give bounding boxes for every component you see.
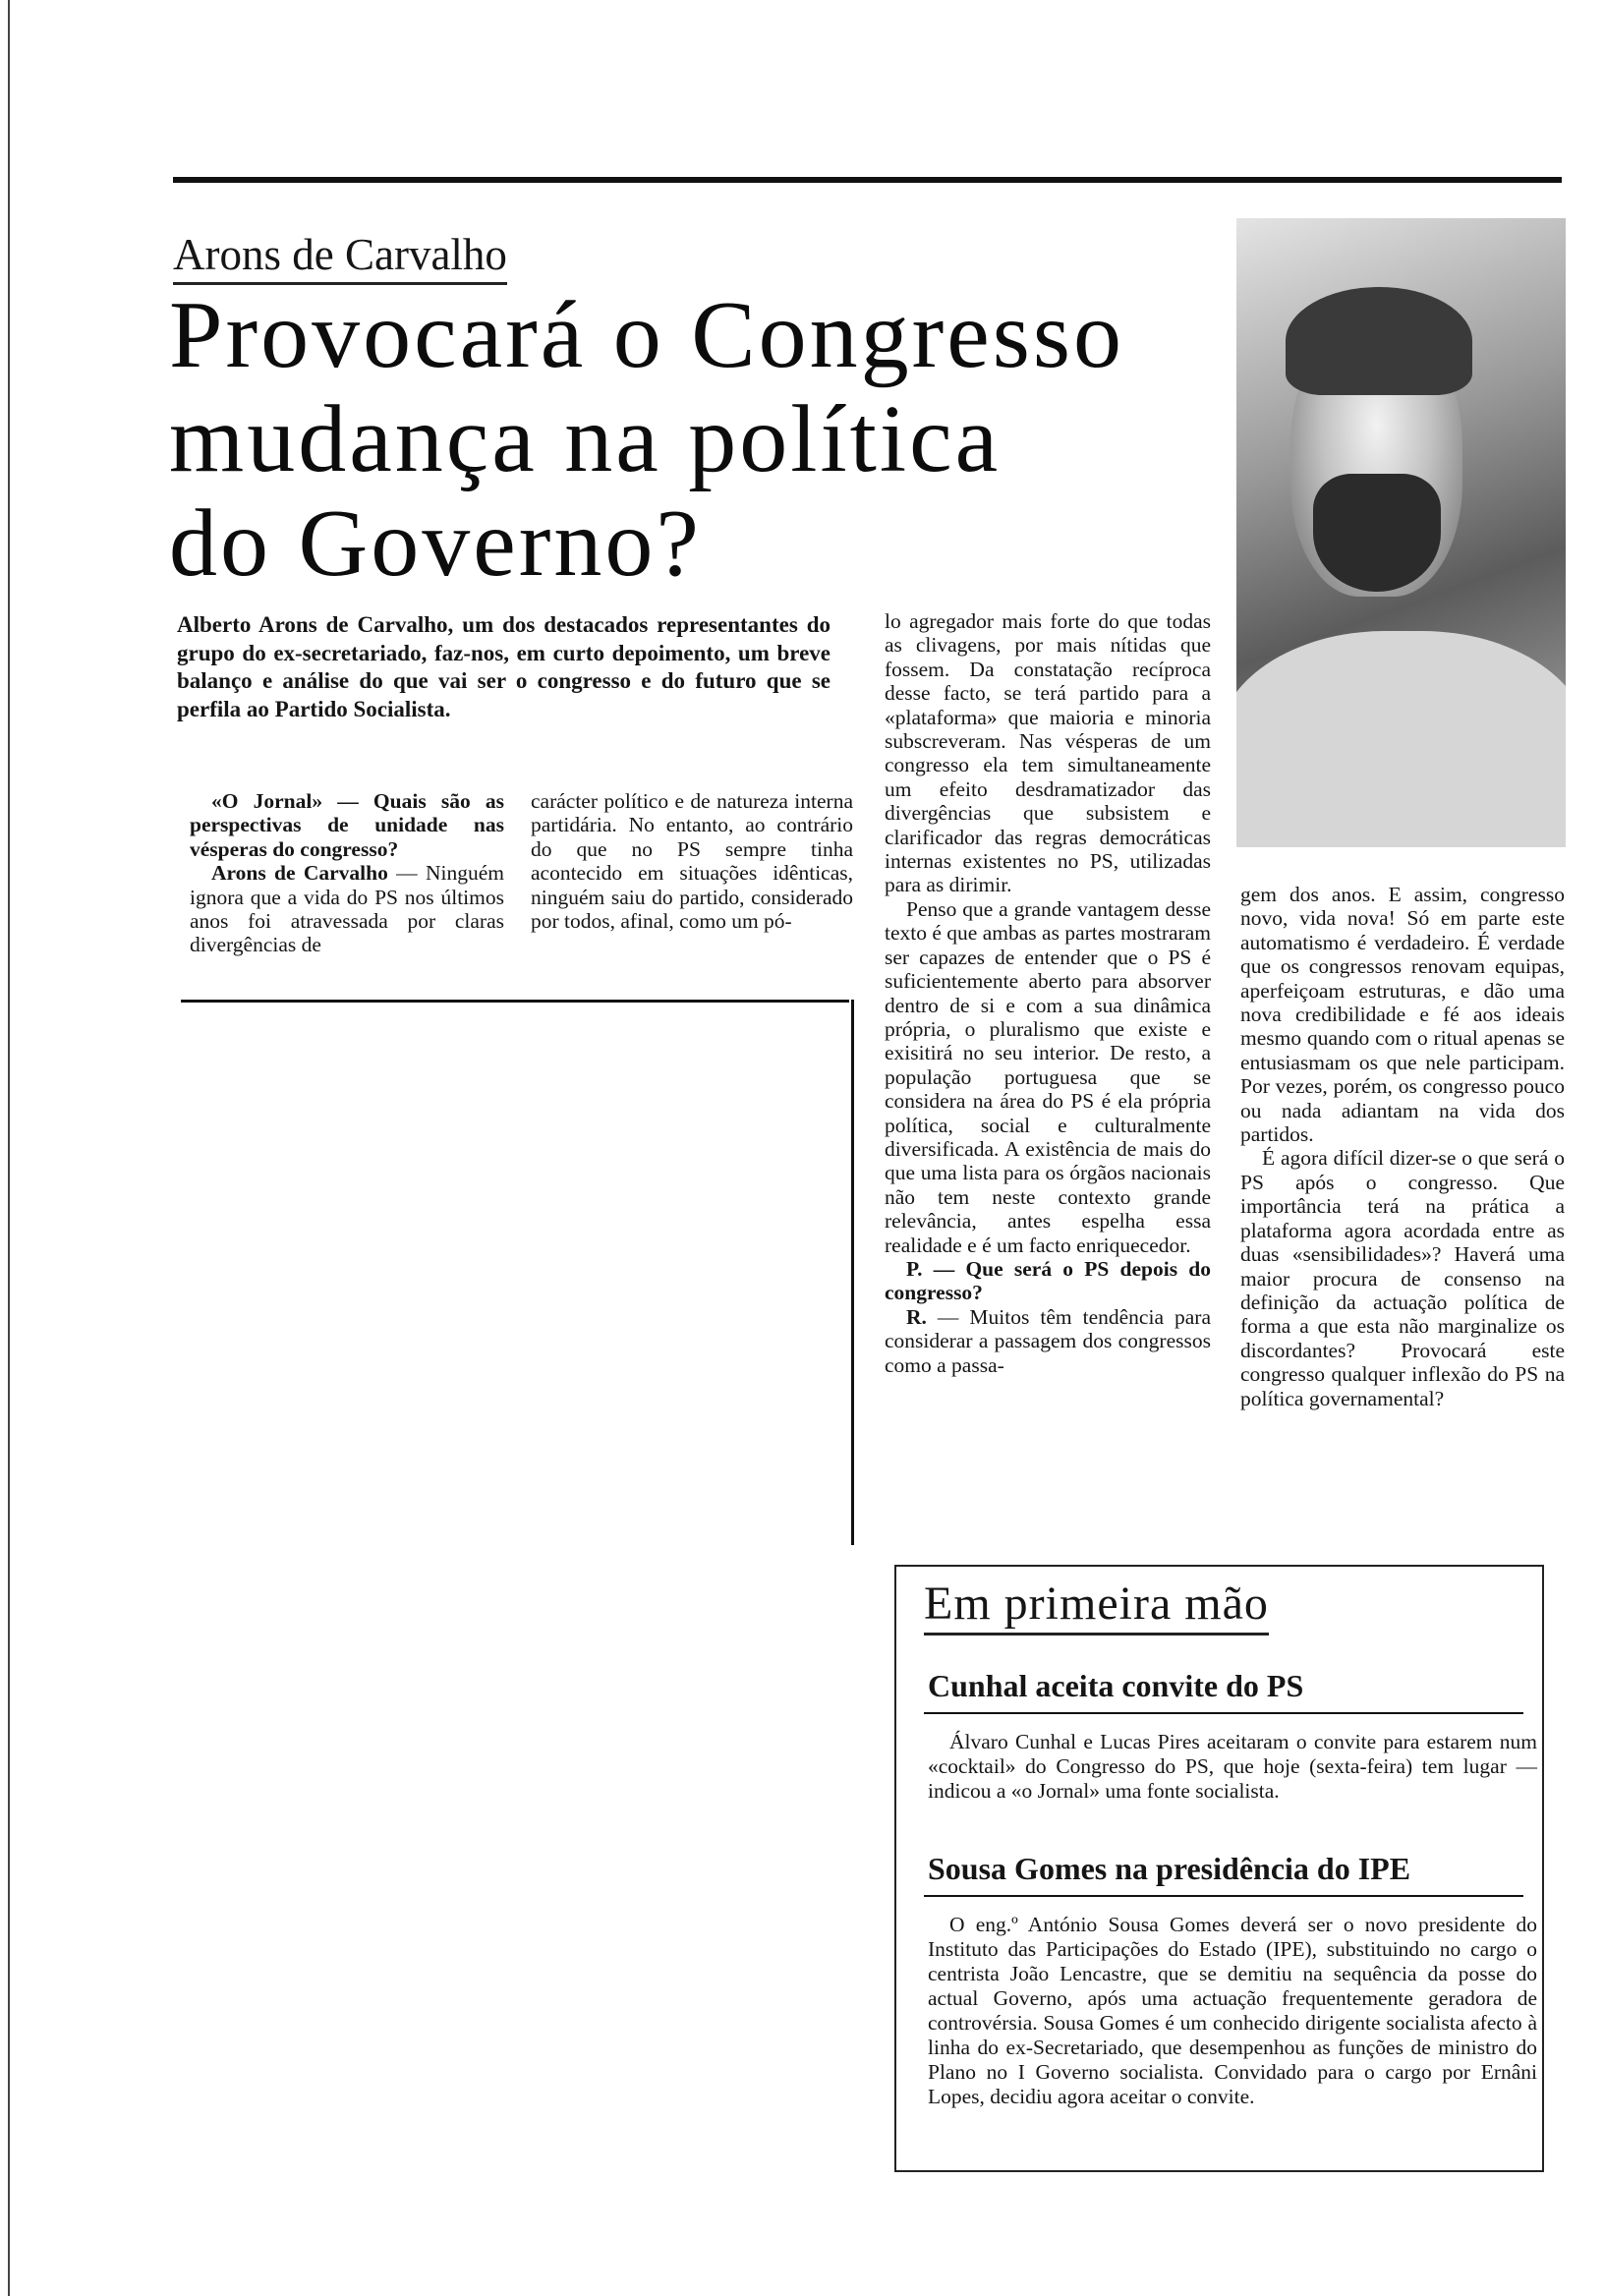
sidebar-item-2-rule: [924, 1895, 1523, 1897]
kicker-author: Arons de Carvalho: [173, 229, 507, 285]
photo-beard: [1313, 474, 1441, 592]
sidebar-item-1-text: [928, 1730, 1537, 1804]
column-2-text: carácter político e de natureza interna partidária. No entanto, ao contrário do que no PS sempre tinha acontecido em situações idênticas, ninguém saiu do partido, considerado por todos, afinal, como um pó-: [531, 789, 853, 934]
section-divider-rule: [181, 1000, 849, 1003]
column-divider-rule: [851, 1000, 854, 1545]
sidebar-item-2-body: O eng.º António Sousa Gomes deverá ser o novo presidente do Instituto das Participações do Estado (IPE), substituindo no cargo o centrista João Lencastre, que se demitiu na sequência da posse do actual Governo, após uma actuação frequentemente geradora de controvérsia. Sousa Gomes é um conhecido dirigente socialista afecto à linha do ex-Secretariado, que desempenhou as funções de ministro do Plano no I Governo socialista. Convidado para o cargo por Ernâni Lopes, decidiu agora aceitar o convite.: [928, 1913, 1537, 2108]
sidebar-item-1-body: Álvaro Cunhal e Lucas Pires aceitaram o convite para estarem num «cocktail» do Congresso do PS, que hoje (sexta-feira) tem lugar — indicou a «o Jornal» uma fonte socialista.: [928, 1730, 1537, 1803]
question-2: P. — Que será o PS depois do congresso?: [885, 1256, 1211, 1305]
headline-line-2: mudança na política: [169, 386, 1002, 492]
left-page-edge: [8, 0, 10, 2296]
photo-hair: [1286, 287, 1472, 395]
article-column-3: [885, 609, 1211, 1377]
sidebar-item-2-heading: Sousa Gomes na presidência do IPE: [928, 1851, 1411, 1886]
article-column-4: [1240, 883, 1565, 1410]
answer-2: R. — Muitos têm tendência para considerar a passagem dos congressos como a passa-: [885, 1304, 1211, 1377]
question-1: «O Jornal» — Quais são as perspectivas de unidade nas vésperas do congresso?: [190, 789, 504, 861]
article-column-1: [190, 789, 504, 957]
column-3-para-1: lo agregador mais forte do que todas as clivagens, por mais nítidas que fossem. Da constatação recíproca desse facto, se terá partido para a «plataforma» que maioria e minoria subscreveram. Nas vésperas de um congresso ela tem simultaneamente um efeito desdramatizador das divergências que subsistem e clarificador das regras democráticas internas existentes no PS, utilizadas para as dirimir.: [885, 609, 1211, 897]
headline: [169, 283, 1231, 596]
column-4-para-1: gem dos anos. E assim, congresso novo, vida nova! Só em parte este automatismo é verdadeiro. É verdade que os congressos renovam equipas, aperfeiçoam estruturas, e dão uma nova credibilidade e fé aos ideais mesmo quando com o ritual apenas se entusiasmam os que nele participam. Por vezes, porém, os congresso pouco ou nada adiantam na vida dos partidos.: [1240, 883, 1565, 1147]
column-3-para-2: Penso que a grande vantagem desse texto é que ambas as partes mostraram ser capazes de entender que o PS é suficientemente aberto para absorver dentro de si e com a sua dinâmica própria, o pluralismo que existe e exisitirá no seu interior. De resto, a população portuguesa que se considera na área do PS é ela própria política, social e culturalmente diversificada. A existência de mais do que uma lista para os órgãos nacionais não tem neste contexto grande relevância, antes espelha essa realidade e é um facto enriquecedor.: [885, 896, 1211, 1257]
top-rule: [173, 177, 1562, 183]
headline-line-1: Provocará o Congresso: [169, 282, 1125, 388]
headline-line-3: do Governo?: [169, 490, 702, 597]
photo-shoulders: [1236, 631, 1566, 847]
lead-paragraph: Alberto Arons de Carvalho, um dos destacados representantes do grupo do ex-secretariado, faz-nos, em curto depoimento, um breve balanço e análise do que vai ser o congresso e do futuro que se perfila ao Partido Socialista.: [177, 612, 831, 721]
sidebar-item-1-rule: [924, 1712, 1523, 1714]
portrait-photo: [1236, 218, 1566, 847]
answer-1: Arons de Carvalho — Ninguém ignora que a vida do PS nos últimos anos foi atravessada por claras divergências de: [190, 861, 504, 957]
article-column-2: [531, 789, 853, 933]
column-4-para-2: É agora difícil dizer-se o que será o PS após o congresso. Que importância terá na prática a plataforma agora acordada entre as duas «sensibilidades»? Haverá uma maior procura de consenso na definição da actuação política de forma a que esta não marginalize os discordantes? Provocará este congresso qualquer inflexão do PS na política governamental?: [1240, 1146, 1565, 1410]
sidebar-title: Em primeira mão: [924, 1576, 1269, 1636]
sidebar-item-1-heading: Cunhal aceita convite do PS: [928, 1668, 1304, 1703]
sidebar-item-2-text: [928, 1913, 1537, 2109]
